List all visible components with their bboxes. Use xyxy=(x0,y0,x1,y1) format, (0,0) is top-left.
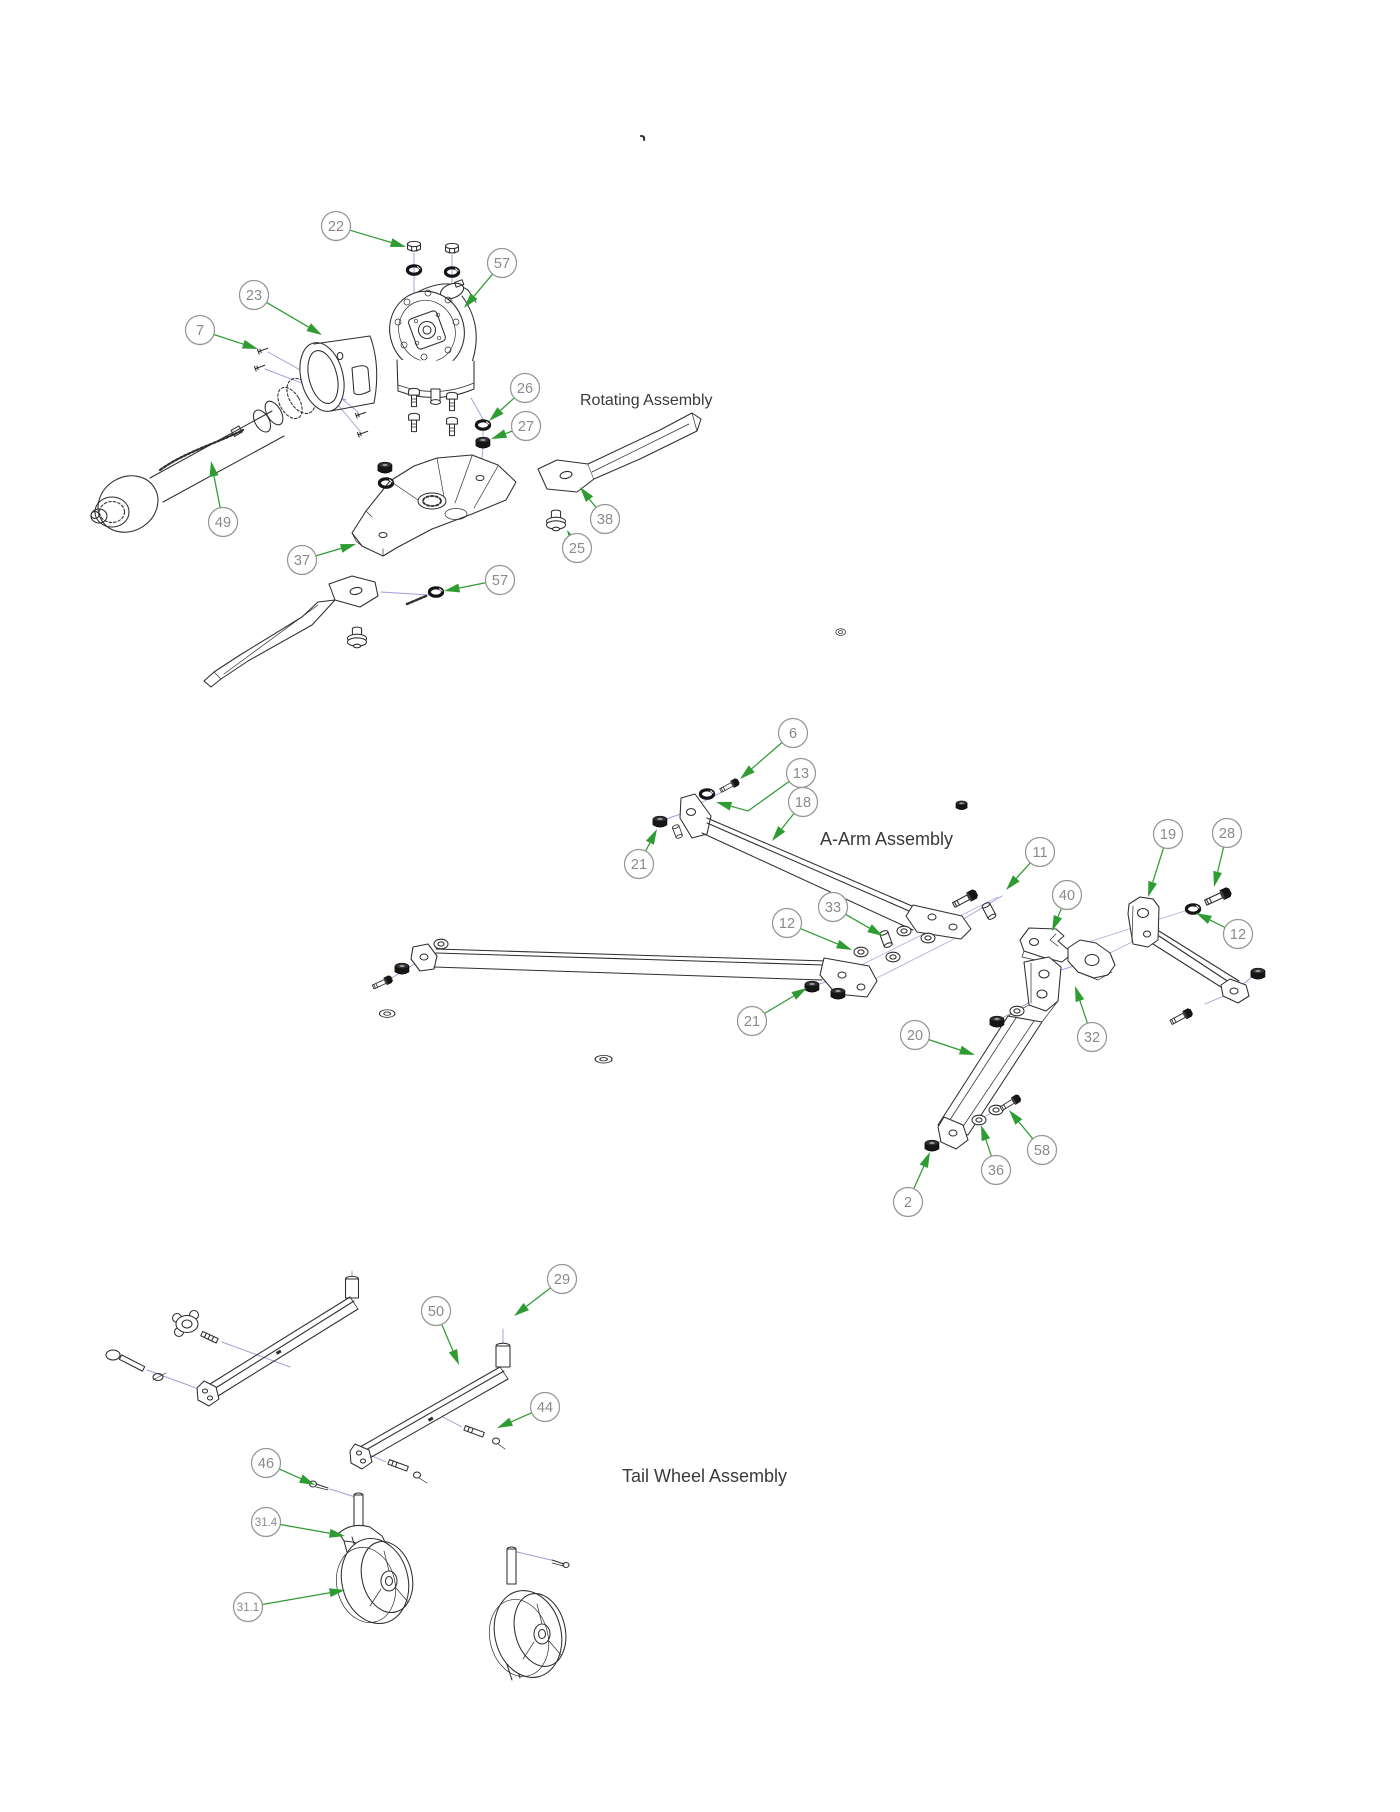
pto-driveline xyxy=(87,374,322,544)
callout-leader-22 xyxy=(350,230,391,242)
bolt-lower-right xyxy=(1169,1008,1193,1026)
section-label-rotating: Rotating Assembly xyxy=(580,392,713,409)
callout-number-44: 44 xyxy=(536,1400,554,1417)
lock-washer-13 xyxy=(700,790,713,798)
swivel-bracket xyxy=(1020,928,1073,962)
callout-leader-13 xyxy=(731,781,789,811)
arrowhead-icon xyxy=(449,1349,459,1365)
driveline-shield xyxy=(293,336,377,416)
callout-number-18: 18 xyxy=(794,795,812,812)
callout-7 xyxy=(186,316,259,350)
arrowhead-icon xyxy=(867,924,883,936)
callout-50 xyxy=(422,1297,460,1366)
arrowhead-icon xyxy=(514,1303,529,1316)
callout-leader-37 xyxy=(316,548,341,556)
arrowhead-icon xyxy=(1009,1110,1022,1125)
arrowhead-icon xyxy=(390,238,406,247)
callout-number-7: 7 xyxy=(195,323,205,340)
callout-number-31.4: 31.4 xyxy=(254,1517,278,1530)
locknut-right xyxy=(1251,968,1265,979)
callout-leader-46 xyxy=(279,1469,301,1479)
callout-57-washer xyxy=(444,566,515,595)
callout-leader-40 xyxy=(1058,908,1061,916)
callout-leader-50 xyxy=(442,1324,453,1350)
locknut-21-upper xyxy=(653,816,667,827)
callout-number-20: 20 xyxy=(906,1028,924,1045)
callout-number-27: 27 xyxy=(517,419,535,436)
callout-number-26: 26 xyxy=(516,381,534,398)
locknut-2 xyxy=(925,1140,939,1151)
bolt-58 xyxy=(999,1094,1022,1112)
callout-leader-20 xyxy=(929,1040,961,1051)
arrowhead-icon xyxy=(772,826,785,841)
callout-leader-2 xyxy=(914,1166,924,1189)
callout-number-32: 32 xyxy=(1083,1030,1101,1047)
callout-leader-6 xyxy=(752,743,782,769)
arrowhead-icon xyxy=(920,1152,930,1168)
a-arm-assembly-drawing xyxy=(372,629,1265,1152)
callout-38 xyxy=(580,487,620,534)
arrowhead-icon xyxy=(340,544,356,553)
callout-number-23: 23 xyxy=(245,288,263,305)
callout-20 xyxy=(901,1021,976,1056)
callout-number-57-washer: 57 xyxy=(491,573,509,590)
callout-22 xyxy=(322,212,407,248)
callout-leader-12-right xyxy=(1210,920,1225,928)
callout-leader-18 xyxy=(782,813,794,829)
callout-leader-26 xyxy=(500,398,514,411)
callout-44 xyxy=(497,1393,560,1429)
gearbox xyxy=(379,280,476,405)
arrowhead-icon xyxy=(836,940,852,950)
callout-40 xyxy=(1052,881,1082,932)
arrowhead-icon xyxy=(1213,871,1222,887)
callout-number-38: 38 xyxy=(596,512,614,529)
rotor-pan xyxy=(352,455,516,556)
section-labels-layer xyxy=(580,392,953,1486)
callout-number-19: 19 xyxy=(1159,827,1177,844)
callout-leader-27 xyxy=(506,431,513,434)
callout-58 xyxy=(1009,1110,1057,1165)
callout-32 xyxy=(1075,986,1107,1052)
callout-leader-11 xyxy=(1016,863,1030,879)
callout-46 xyxy=(252,1449,316,1486)
section-label-a-arm: A-Arm Assembly xyxy=(820,829,954,849)
callout-leader-12-left xyxy=(800,929,837,945)
callout-25 xyxy=(563,530,592,563)
arrowhead-icon xyxy=(981,1125,990,1141)
callout-19 xyxy=(1148,820,1183,898)
callout-number-21-lower: 21 xyxy=(743,1014,761,1031)
callout-leader-23 xyxy=(267,302,309,327)
callout-number-11: 11 xyxy=(1032,845,1048,862)
callout-49 xyxy=(209,461,238,537)
callout-number-46: 46 xyxy=(257,1456,275,1473)
locknut-27 xyxy=(476,437,490,448)
arrowhead-icon xyxy=(242,340,258,349)
callout-number-58: 58 xyxy=(1033,1143,1051,1160)
callout-number-50: 50 xyxy=(427,1304,445,1321)
arrowhead-icon xyxy=(716,802,732,811)
lower-blade xyxy=(204,576,443,687)
washer-36 xyxy=(972,1115,986,1125)
callout-number-25: 25 xyxy=(568,541,586,558)
callout-number-31.1: 31.1 xyxy=(236,1602,260,1615)
bolt-28 xyxy=(1204,887,1233,908)
callout-leader-31.1 xyxy=(262,1593,329,1605)
callout-18 xyxy=(772,788,818,842)
arrowhead-icon xyxy=(306,323,322,335)
arrowhead-icon xyxy=(580,487,593,502)
lift-arm xyxy=(938,957,1061,1149)
stray-mark xyxy=(641,136,644,140)
arrowhead-icon xyxy=(1148,881,1157,897)
callout-number-36: 36 xyxy=(987,1163,1005,1180)
lock-washer-26 xyxy=(476,421,489,429)
arrowhead-icon xyxy=(1196,913,1212,924)
callout-number-2: 2 xyxy=(903,1195,913,1212)
arrowhead-icon xyxy=(959,1046,975,1055)
callout-leader-44 xyxy=(511,1413,532,1422)
rotating-assembly-drawing xyxy=(87,241,701,687)
callout-number-49: 49 xyxy=(214,515,232,532)
callout-23 xyxy=(240,281,323,336)
callout-number-28: 28 xyxy=(1218,826,1236,843)
section-label-tail-wheel: Tail Wheel Assembly xyxy=(622,1466,788,1486)
callout-leader-36 xyxy=(986,1140,992,1157)
callout-57-gearbox xyxy=(464,249,517,309)
arrowhead-icon xyxy=(646,829,657,845)
bolt-6 xyxy=(719,778,740,794)
callout-leader-38 xyxy=(590,499,597,507)
callout-number-22: 22 xyxy=(327,219,345,236)
callout-36 xyxy=(981,1125,1011,1185)
callout-2 xyxy=(894,1152,931,1217)
callout-28 xyxy=(1213,819,1242,888)
caster-wheel-rear xyxy=(481,1547,573,1685)
callout-33 xyxy=(819,893,884,937)
callout-number-29: 29 xyxy=(553,1272,571,1289)
callout-number-33: 33 xyxy=(824,900,842,917)
callout-leader-29 xyxy=(526,1288,550,1307)
callout-leader-31.4 xyxy=(280,1525,329,1534)
callout-leader-57-gearbox xyxy=(474,274,493,296)
callout-number-12-right: 12 xyxy=(1229,927,1247,944)
callout-21-upper xyxy=(625,829,658,879)
callout-number-6: 6 xyxy=(788,726,798,743)
locknut-small xyxy=(956,801,967,810)
arrowhead-icon xyxy=(444,584,460,593)
callout-leader-32 xyxy=(1080,1001,1088,1024)
callout-leader-58 xyxy=(1019,1122,1033,1139)
callout-37 xyxy=(288,544,357,575)
callout-leader-21-upper xyxy=(646,843,650,851)
callout-number-21-upper: 21 xyxy=(630,857,648,874)
arrowhead-icon xyxy=(1075,986,1084,1002)
callout-31.1 xyxy=(234,1588,346,1621)
arrowhead-icon xyxy=(497,1418,513,1428)
arrowhead-icon xyxy=(1052,915,1062,931)
washer-28-small xyxy=(836,629,846,636)
arrowhead-icon xyxy=(210,461,219,477)
callout-leader-57-washer xyxy=(459,583,486,588)
callout-number-40: 40 xyxy=(1058,888,1076,905)
callout-leader-7 xyxy=(214,335,244,345)
callout-number-12-left: 12 xyxy=(778,916,796,933)
callout-29 xyxy=(514,1265,577,1317)
blade-screw-25 xyxy=(547,510,566,531)
callout-21-lower xyxy=(738,988,808,1036)
arrowhead-icon xyxy=(791,988,807,1000)
callout-leader-49 xyxy=(214,476,220,508)
arrowhead-icon xyxy=(491,429,507,439)
arrowhead-icon xyxy=(299,1475,315,1486)
lock-washer-12-right xyxy=(1186,905,1199,913)
callout-leader-33 xyxy=(846,914,870,928)
callout-leader-19 xyxy=(1153,848,1164,882)
caster-wheel-front xyxy=(310,1481,420,1631)
callouts-layer xyxy=(186,212,1253,1622)
callout-number-13: 13 xyxy=(792,766,810,783)
callout-31.4 xyxy=(252,1508,346,1538)
callout-number-37: 37 xyxy=(293,553,311,570)
callout-number-57-gearbox: 57 xyxy=(493,256,511,273)
callout-leader-21-lower xyxy=(764,996,793,1014)
callout-12-right xyxy=(1196,913,1253,949)
upper-blade xyxy=(538,413,701,492)
tail-arm-left xyxy=(106,1010,395,1406)
callout-11 xyxy=(1006,838,1055,891)
callout-leader-28 xyxy=(1218,847,1224,872)
tail-wheel-assembly-drawing xyxy=(106,1010,612,1685)
